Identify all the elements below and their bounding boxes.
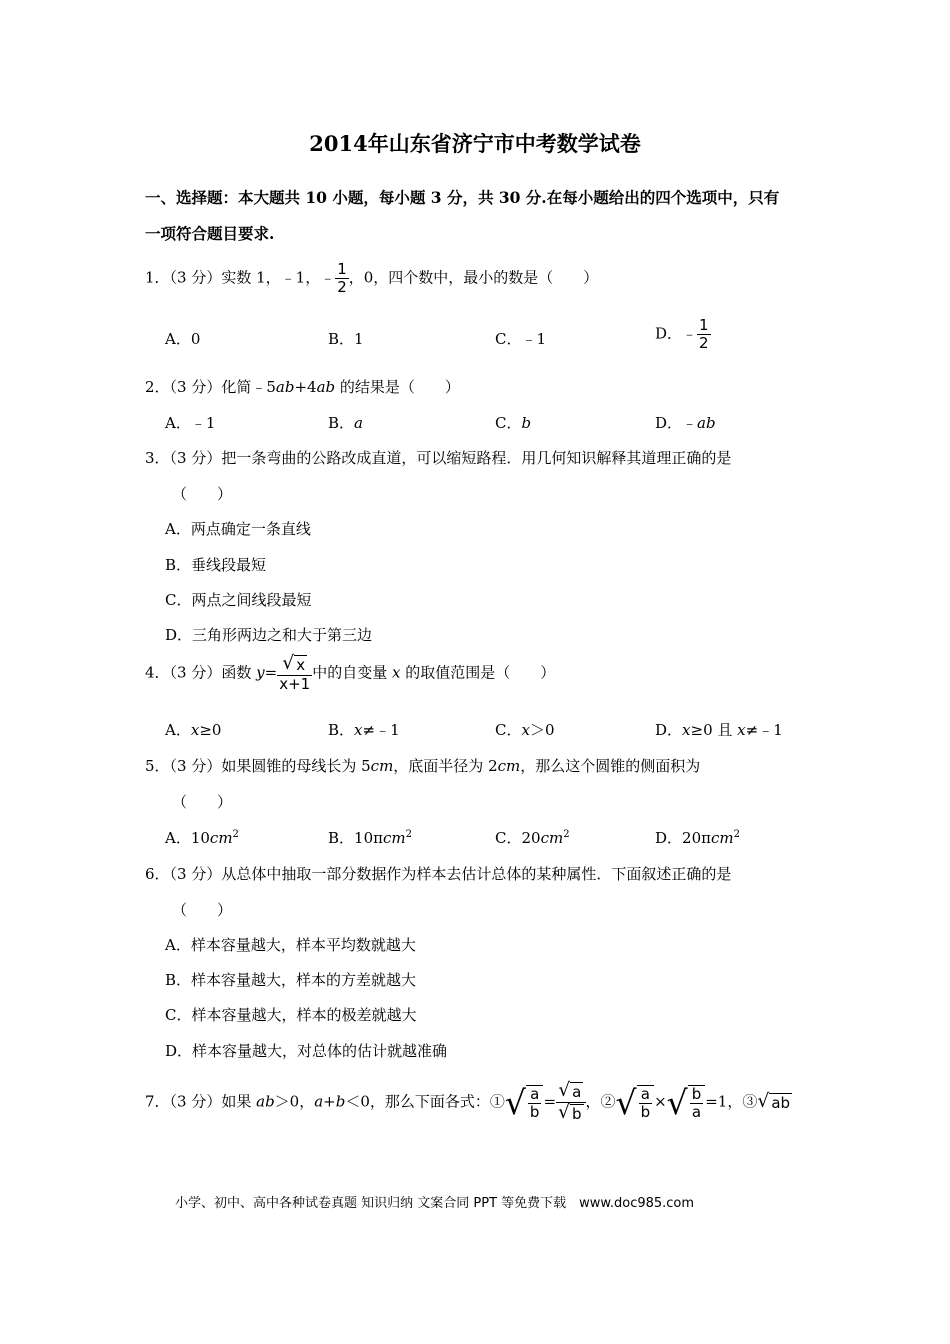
q2-option-c-label: C．: [495, 414, 522, 432]
q5-text-b: ，底面半径为 2: [393, 757, 498, 775]
q1-option-c: C．﹣1: [495, 330, 547, 348]
q2-option-c: [495, 412, 531, 433]
q7-expr2-frac1-den: b: [640, 1102, 651, 1121]
q5-text-c: ，那么这个圆锥的侧面积为: [520, 757, 701, 775]
q2-option-b-label: B．: [328, 414, 355, 432]
q2-var-ab1: ab: [275, 378, 295, 396]
q4-prefix: 4．（3 分）函数: [145, 663, 257, 682]
q6-option-d: D．样本容量越大，对总体的估计就越准确: [165, 1042, 448, 1060]
question-5: [145, 755, 700, 776]
q7-expr2-frac2: [690, 1084, 704, 1121]
q6-option-c: C．样本容量越大，样本的极差就越大: [165, 1006, 417, 1024]
sqrt-radical-icon: √: [504, 1082, 526, 1122]
q4-suffix: 的取值范围是（ ）: [400, 663, 556, 682]
q4-option-d-mid: ≥0 且: [690, 721, 738, 739]
q5-option-c-label: C．20: [495, 829, 541, 847]
q4-var-x: x: [391, 663, 401, 682]
sqrt-radical-icon: √: [666, 1082, 688, 1122]
q1-option-d-num: 1: [699, 316, 709, 334]
q5-option-b-exp: 2: [405, 829, 412, 840]
q4-option-b: [328, 719, 400, 740]
q7-times: ×: [654, 1092, 667, 1111]
q6-answer-paren: （ ）: [172, 901, 233, 919]
question-4: [145, 655, 555, 692]
q1-option-d: [655, 318, 711, 351]
page-title: 2014年山东省济宁市中考数学试卷: [309, 131, 641, 156]
q2-text-a: 2．（3 分）化简﹣5: [145, 378, 276, 396]
q4-option-a-label: A．: [165, 721, 191, 739]
q5-option-a-unit: cm: [209, 829, 233, 847]
q7-expr2-sqrt1: [615, 1082, 655, 1122]
q7-expr1-lhs-content: [526, 1085, 544, 1120]
sqrt-radical-icon: √: [757, 1090, 770, 1112]
sqrt-radical-icon: √: [282, 653, 295, 674]
q5-option-c-unit: cm: [540, 829, 564, 847]
q2-option-b-var: a: [354, 414, 363, 432]
q7-expr2-sqrt2: [666, 1082, 706, 1122]
q4-option-d-rest: ≠﹣1: [745, 721, 783, 739]
q5-option-b-label: B．10π: [328, 829, 383, 847]
q7-text-b: ＞0，: [274, 1092, 315, 1111]
q4-option-c-label: C．: [495, 721, 522, 739]
q7-expr1-rhs-frac: [556, 1082, 585, 1123]
q7-expr3-sqrt: [757, 1090, 792, 1113]
q7-var-ab: ab: [256, 1092, 275, 1111]
q1-frac-num: 1: [337, 260, 347, 278]
q7-expr1-lhs-num: a: [528, 1087, 542, 1104]
page-footer: 小学、初中、高中各种试卷真题 知识归纳 文案合同 PPT 等免费下载 www.doc985.com: [175, 1196, 695, 1211]
q6-option-a: A．样本容量越大，样本平均数就越大: [165, 936, 416, 954]
q7-expr3-content: ab: [771, 1094, 791, 1113]
q7-expr1-rhs-num-sqrt: [558, 1082, 583, 1101]
q7-expr2-sqrt1-content: [637, 1085, 655, 1120]
q7-expr2-frac2-den: a: [691, 1102, 702, 1121]
q7-expr1-rhs-den-content: b: [571, 1104, 582, 1123]
q4-sqrt-content: x: [296, 656, 306, 675]
q5-option-d-unit: cm: [710, 829, 734, 847]
q5-option-d: [655, 827, 740, 848]
q3-answer-paren: （ ）: [172, 485, 233, 503]
q1-suffix: ，0，四个数中，最小的数是（ ）: [348, 268, 599, 287]
q1-option-a: A．0: [165, 330, 201, 348]
q5-unit-cm2: cm: [497, 757, 521, 775]
q4-frac-den: x+1: [279, 674, 311, 693]
q4-option-c-rest: ＞0: [529, 721, 555, 739]
q1-option-b: B．1: [328, 330, 364, 348]
q7-expr1-equals: =: [543, 1092, 557, 1111]
question-1: [145, 262, 598, 295]
q7-expr1-rhs-num-content: a: [572, 1083, 582, 1102]
q4-option-b-var: x: [354, 721, 363, 739]
q7-text-a: 7．（3 分）如果: [145, 1092, 257, 1111]
q7-expr2-frac2-num: b: [691, 1084, 702, 1103]
q4-frac-num: [277, 655, 312, 676]
q5-option-c-exp: 2: [563, 829, 570, 840]
q5-unit-cm1: cm: [370, 757, 394, 775]
q2-option-a: A．﹣1: [165, 414, 216, 432]
q7-expr1-rhs-den: [556, 1103, 585, 1123]
q4-var-y: y: [256, 663, 265, 682]
q2-option-d: [655, 412, 716, 433]
q2-option-d-var: ab: [697, 414, 716, 432]
q7-comma1: ，②: [585, 1092, 616, 1111]
sqrt-radical-icon: √: [615, 1082, 637, 1122]
q4-option-d-var2: x: [737, 721, 746, 739]
q4-option-a: [165, 719, 221, 740]
q4-option-b-rest: ≠﹣1: [362, 721, 400, 739]
q4-sqrt: [282, 655, 307, 674]
q5-option-b-unit: cm: [382, 829, 406, 847]
q4-option-d-label: D．: [655, 721, 683, 739]
q2-text-b: +4: [294, 378, 317, 396]
q5-option-d-exp: 2: [733, 829, 740, 840]
q3-option-b: B．垂线段最短: [165, 556, 267, 574]
question-2: [145, 376, 460, 397]
q5-option-a-label: A．10: [165, 829, 210, 847]
q5-option-b: [328, 827, 412, 848]
q7-expr1-lhs-den: b: [529, 1102, 540, 1121]
q3-option-c: C．两点之间线段最短: [165, 591, 312, 609]
q5-option-a-exp: 2: [232, 829, 239, 840]
question-3: 3．（3 分）把一条弯曲的公路改成直道，可以缩短路程．用几何知识解释其道理正确的是: [145, 449, 732, 467]
q7-expr2-frac1: [639, 1084, 653, 1121]
q7-eq1: =1，③: [705, 1092, 758, 1111]
q1-option-d-fraction: [697, 318, 711, 351]
q4-equals: =: [264, 663, 278, 682]
q7-var-apb: a+b: [314, 1092, 346, 1111]
q7-expr1-rhs-den-sqrt: [558, 1101, 583, 1123]
q4-option-d-var1: x: [682, 721, 691, 739]
q2-option-d-label: D．﹣: [655, 414, 698, 432]
q6-option-b: B．样本容量越大，样本的方差就越大: [165, 971, 417, 989]
q2-text-c: 的结果是（ ）: [335, 378, 460, 396]
q2-option-b: [328, 412, 363, 433]
section-heading-line1: 一、选择题：本大题共 10 小题，每小题 3 分，共 30 分.在每小题给出的四个选项中，只有: [145, 188, 780, 207]
q5-text-a: 5．（3 分）如果圆锥的母线长为 5: [145, 757, 371, 775]
q3-option-a: A．两点确定一条直线: [165, 520, 311, 538]
q4-option-a-rest: ≥0: [199, 721, 222, 739]
q4-option-b-label: B．: [328, 721, 355, 739]
q7-expr2-sqrt2-content: [688, 1085, 706, 1120]
q4-option-c: [495, 719, 555, 740]
q4-option-a-var: x: [190, 721, 200, 739]
q4-option-c-var: x: [521, 721, 530, 739]
section-heading-line2: 一项符合题目要求.: [145, 224, 275, 243]
q5-option-d-label: D．20π: [655, 829, 711, 847]
q7-expr2-frac1-num: a: [639, 1087, 653, 1104]
q3-option-d: D．三角形两边之和大于第三边: [165, 626, 373, 644]
q4-fraction: [277, 655, 312, 692]
sqrt-radical-icon: √: [558, 1101, 570, 1123]
q7-expr1-lhs-frac: [528, 1084, 542, 1121]
q5-answer-paren: （ ）: [172, 793, 233, 811]
q1-frac-den: 2: [337, 278, 347, 296]
question-6: 6．（3 分）从总体中抽取一部分数据作为样本去估计总体的某种属性．下面叙述正确的是: [145, 865, 732, 883]
q7-expr1-lhs-sqrt: [504, 1082, 544, 1122]
q7-expr1-rhs-num: [556, 1082, 585, 1103]
q2-var-ab2: ab: [316, 378, 336, 396]
q1-option-d-den: 2: [699, 334, 709, 352]
question-7: [145, 1082, 792, 1123]
q1-fraction: [335, 262, 349, 295]
q1-prefix: 1．（3 分）实数 1，﹣1，﹣: [145, 268, 336, 287]
q5-option-c: [495, 827, 570, 848]
sqrt-radical-icon: √: [558, 1080, 571, 1101]
q4-option-d: [655, 719, 783, 740]
q4-mid: 中的自变量: [312, 663, 392, 682]
q1-option-d-prefix: D．﹣: [655, 324, 698, 343]
q5-option-a: [165, 827, 239, 848]
q2-option-c-var: b: [521, 414, 532, 432]
q7-text-c: ＜0，那么下面各式：①: [345, 1092, 505, 1111]
